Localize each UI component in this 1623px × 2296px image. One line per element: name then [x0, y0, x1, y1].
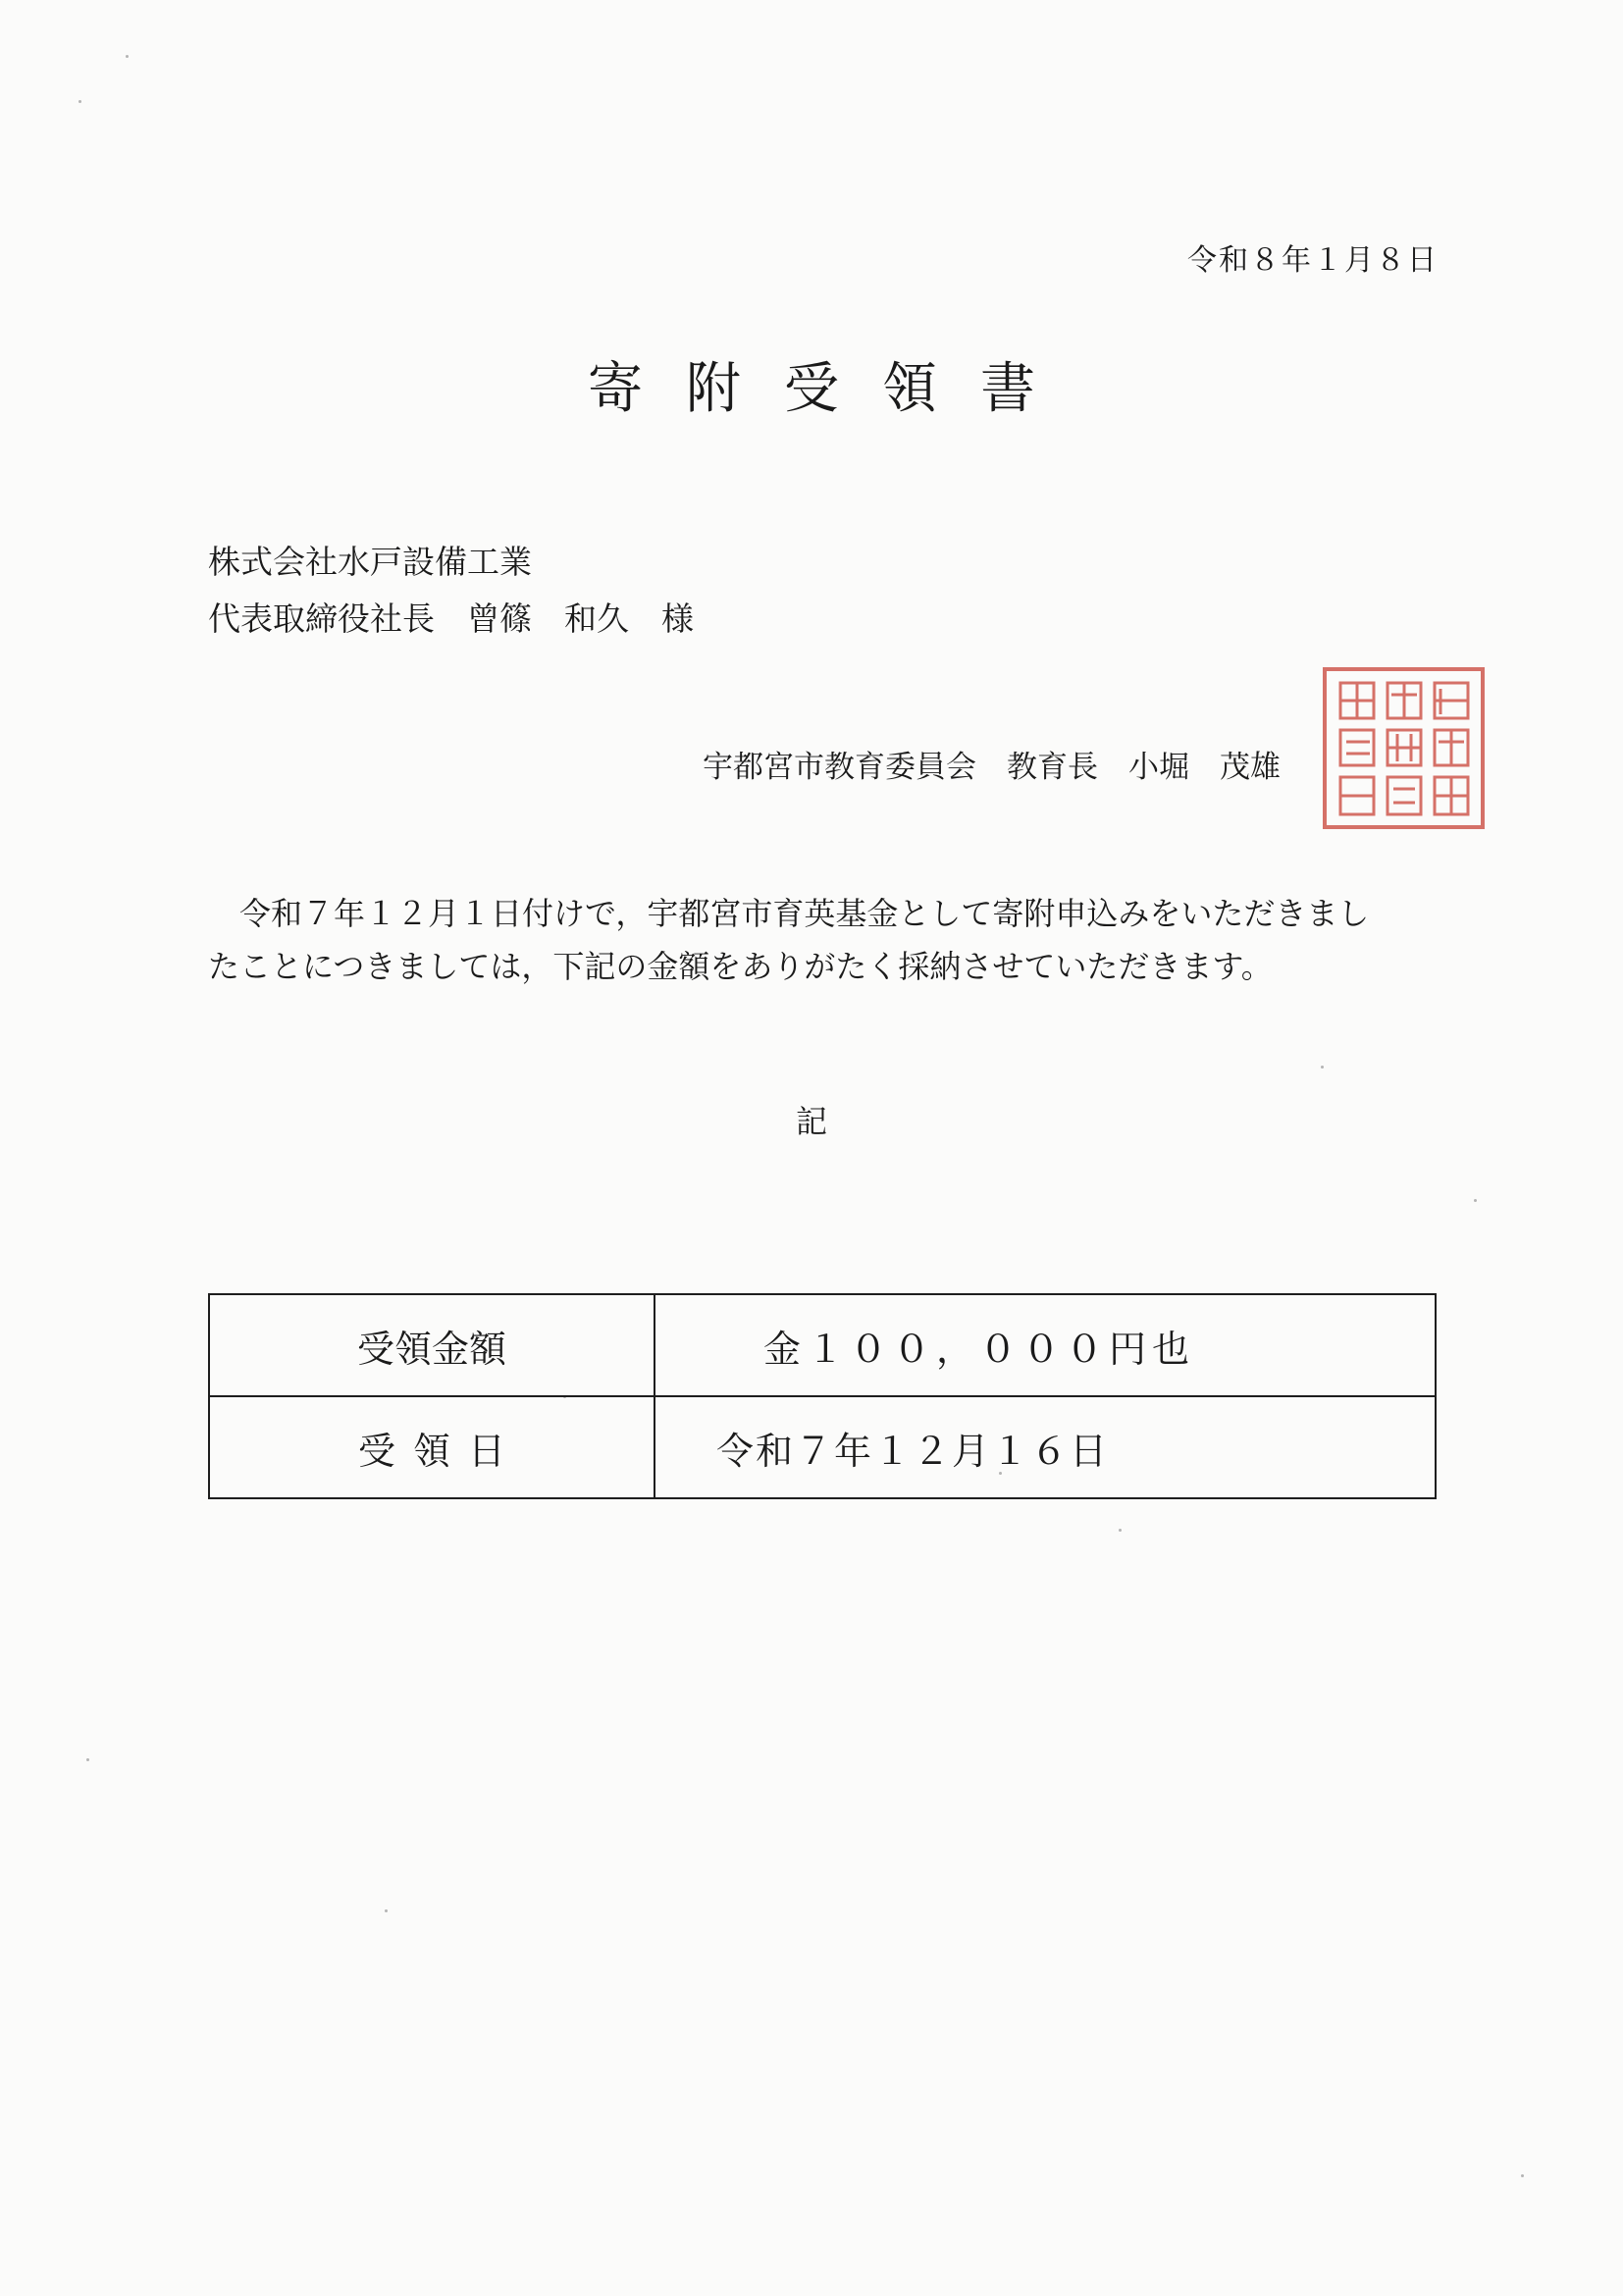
official-seal [1323, 667, 1485, 829]
receipt-table [208, 1293, 1437, 1499]
paper-speck [79, 100, 81, 103]
paper-speck [1521, 2174, 1524, 2177]
recipient-representative: 代表取締役社長 曾篠 和久 様 [208, 600, 694, 638]
paper-speck [385, 1909, 388, 1912]
official-seal-glyphs [1327, 671, 1481, 825]
body-line: 令和７年１２月１日付けで，宇都宮市育英基金として寄附申込みをいただきまし [208, 895, 1370, 932]
document-title: 寄附受領書 [588, 357, 1078, 421]
paper-speck [1119, 1529, 1122, 1532]
amount-value: 金１００，０００円也 [654, 1294, 1436, 1396]
body-paragraph [208, 887, 1444, 993]
paper-speck [1321, 1066, 1324, 1069]
table-row [209, 1396, 1436, 1498]
paper-speck [126, 55, 129, 58]
document-date: 令和８年１月８日 [1187, 243, 1439, 278]
ki-heading: 記 [795, 1103, 827, 1140]
table-row [209, 1294, 1436, 1396]
recipient-company: 株式会社水戸設備工業 [208, 543, 532, 581]
amount-label: 受領金額 [209, 1294, 654, 1396]
date-label: 受領日 [209, 1396, 654, 1498]
date-value: 令和７年１２月１６日 [654, 1396, 1436, 1498]
paper-speck [86, 1758, 89, 1761]
issuer-name: 宇都宮市教育委員会 教育長 小堀 茂雄 [703, 750, 1281, 785]
paper-speck [1474, 1199, 1477, 1202]
recipient-block [208, 534, 694, 648]
body-line: たことにつきましては，下記の金額をありがたく採納させていただきます。 [208, 948, 1273, 985]
